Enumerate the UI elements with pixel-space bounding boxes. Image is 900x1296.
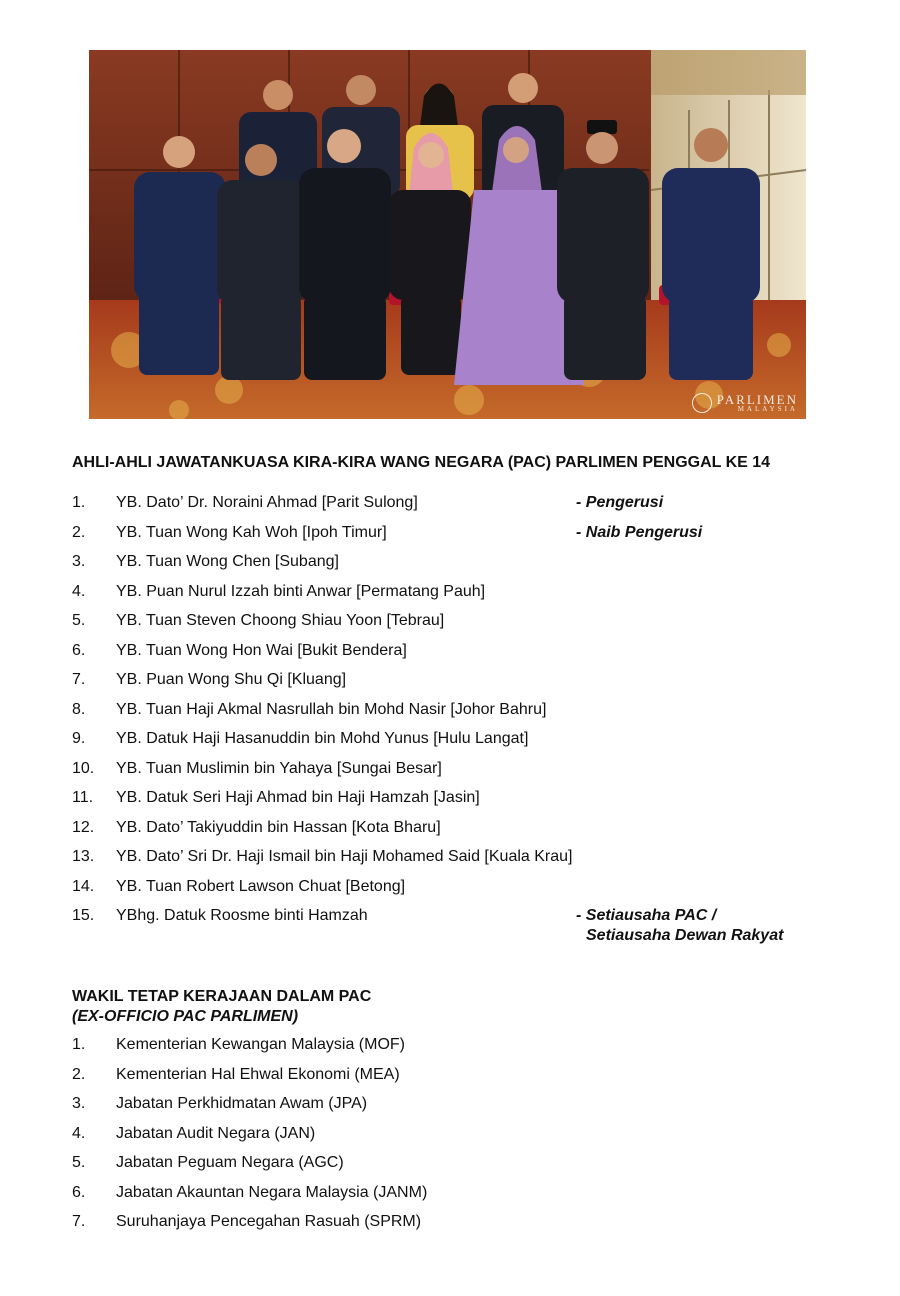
item-text: YB. Dato’ Takiyuddin bin Hassan [Kota Bharu] <box>116 818 441 836</box>
item-number: 2. <box>72 1065 86 1083</box>
members-heading: AHLI-AHLI JAWATANKUASA KIRA-KIRA WANG NEGARA (PAC) PARLIMEN PENGGAL KE 14 <box>72 454 771 471</box>
watermark-subtitle: MALAYSIA <box>737 405 798 413</box>
item-text: YB. Tuan Robert Lawson Chuat [Betong] <box>116 877 406 895</box>
parlimen-watermark <box>692 393 798 413</box>
item-number: 2. <box>72 523 86 541</box>
item-role: - Setiausaha PAC / <box>576 907 717 924</box>
item-text: YB. Tuan Steven Choong Shiau Yoon [Tebrau] <box>116 612 445 629</box>
item-number: 5. <box>72 612 86 629</box>
item-number: 3. <box>72 553 86 570</box>
item-text: YB. Tuan Haji Akmal Nasrullah bin Mohd Nasir [Johor Bahru] <box>116 700 547 718</box>
item-number: 7. <box>72 1213 86 1230</box>
item-role-line2: Setiausaha Dewan Rakyat <box>586 927 784 944</box>
item-text: YB. Tuan Wong Hon Wai [Bukit Bendera] <box>116 641 407 659</box>
item-number: 1. <box>72 1036 86 1053</box>
item-role: - Pengerusi <box>576 494 664 511</box>
item-text: YB. Puan Wong Shu Qi [Kluang] <box>116 671 347 688</box>
group-photo <box>89 50 806 419</box>
item-text: YB. Dato’ Dr. Noraini Ahmad [Parit Sulong] <box>116 494 418 511</box>
watermark-title: PARLIMEN <box>716 392 798 407</box>
representatives-heading: WAKIL TETAP KERAJAAN DALAM PAC <box>72 988 372 1005</box>
item-number: 12. <box>72 818 95 836</box>
item-number: 6. <box>72 1183 86 1201</box>
item-text: YB. Puan Nurul Izzah binti Anwar [Permatang Pauh] <box>116 582 486 600</box>
item-text: Kementerian Hal Ehwal Ekonomi (MEA) <box>116 1065 400 1083</box>
item-text: Jabatan Peguam Negara (AGC) <box>116 1154 344 1171</box>
item-number: 4. <box>72 1124 86 1142</box>
item-text: Jabatan Akauntan Negara Malaysia (JANM) <box>116 1183 428 1201</box>
item-number: 6. <box>72 641 86 659</box>
item-number: 13. <box>72 848 95 865</box>
item-text: YB. Dato’ Sri Dr. Haji Ismail bin Haji Mohamed Said [Kuala Krau] <box>116 848 573 865</box>
item-text: YB. Tuan Muslimin bin Yahaya [Sungai Besar] <box>116 759 442 777</box>
item-text: YB. Datuk Haji Hasanuddin bin Mohd Yunus [Hulu Langat] <box>116 730 529 747</box>
item-text: Jabatan Audit Negara (JAN) <box>116 1124 316 1142</box>
item-number: 4. <box>72 582 86 600</box>
item-number: 1. <box>72 494 86 511</box>
item-text: Kementerian Kewangan Malaysia (MOF) <box>116 1036 406 1053</box>
item-number: 9. <box>72 730 86 747</box>
item-role: - Naib Pengerusi <box>576 523 703 541</box>
parlimen-seal-icon <box>692 393 712 413</box>
item-text: YB. Tuan Wong Chen [Subang] <box>116 553 339 570</box>
item-number: 15. <box>72 907 95 924</box>
item-text: YB. Datuk Seri Haji Ahmad bin Haji Hamzah [Jasin] <box>116 789 480 806</box>
item-number: 7. <box>72 671 86 688</box>
item-text: YB. Tuan Wong Kah Woh [Ipoh Timur] <box>116 523 387 541</box>
representatives-subheading: (EX-OFFICIO PAC PARLIMEN) <box>72 1008 299 1025</box>
item-text: Suruhanjaya Pencegahan Rasuah (SPRM) <box>116 1213 422 1230</box>
item-number: 11. <box>72 789 94 806</box>
item-text: YBhg. Datuk Roosme binti Hamzah <box>116 907 368 924</box>
item-number: 8. <box>72 700 86 718</box>
item-number: 5. <box>72 1154 86 1171</box>
item-number: 14. <box>72 877 95 895</box>
item-number: 3. <box>72 1095 86 1112</box>
item-text: Jabatan Perkhidmatan Awam (JPA) <box>116 1095 368 1112</box>
item-number: 10. <box>72 759 95 777</box>
